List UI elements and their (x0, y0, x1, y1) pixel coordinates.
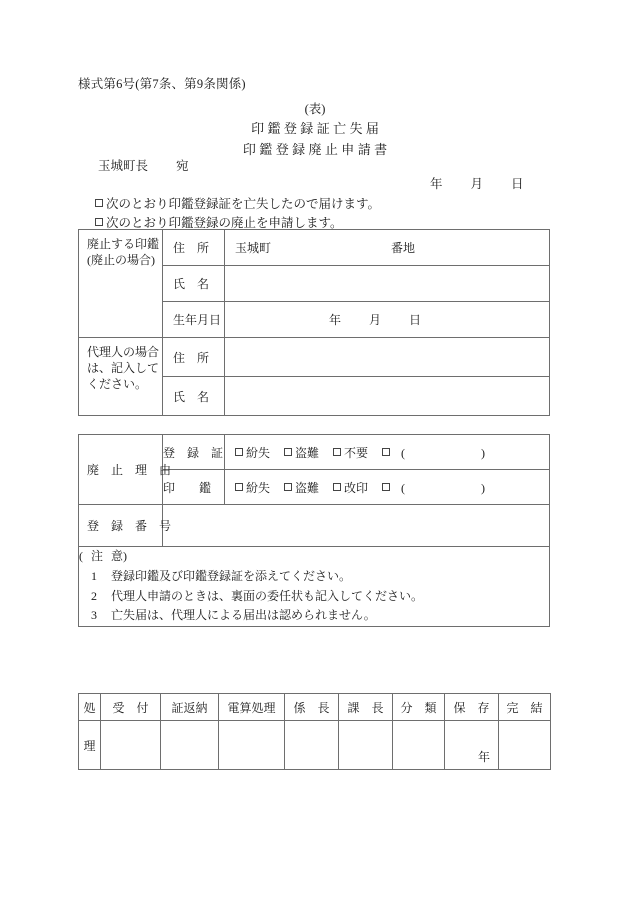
person-dob-input[interactable] (225, 302, 550, 338)
agent-name-label: 氏 名 (163, 377, 225, 416)
person-section-label (79, 230, 163, 338)
certificate-other-paren-close: ) (481, 445, 486, 460)
option-certificate-lost-label: 紛失 (246, 445, 271, 460)
note-text: 代理人申請のときは、裏面の委任状も記入してください。 (111, 588, 424, 603)
option-seal-lost-label: 紛失 (246, 480, 271, 495)
note-number: 2 (91, 588, 97, 603)
column-header-completion: 完 結 (499, 694, 551, 721)
reason-seal-label: 印 鑑 (163, 470, 225, 505)
column-header-reception: 受 付 (101, 694, 161, 721)
option-certificate-unneeded-label: 不要 (344, 445, 369, 460)
table-row (79, 547, 550, 627)
person-dob-month-label: 月 (369, 313, 382, 327)
option-seal-stolen[interactable] (284, 479, 319, 496)
option-seal-other[interactable] (382, 481, 393, 496)
person-address-label: 住 所 (163, 230, 225, 266)
submission-date-line (430, 174, 524, 192)
side-marker: (表) (304, 102, 326, 116)
cell-reception[interactable] (101, 721, 161, 770)
option-certificate-stolen[interactable] (284, 444, 319, 461)
date-month-label: 月 (470, 177, 484, 191)
person-dob-day-label: 日 (409, 313, 422, 327)
column-header-preservation: 保 存 (445, 694, 499, 721)
cell-classification[interactable] (393, 721, 445, 770)
checkbox-icon-certificate-unneeded[interactable] (333, 448, 341, 456)
column-header-classification: 分 類 (393, 694, 445, 721)
registration-number-input[interactable] (163, 505, 550, 547)
notes-title-suffix: 意) (111, 549, 127, 563)
option-certificate-unneeded[interactable] (333, 444, 368, 461)
person-name-input[interactable] (225, 266, 550, 302)
checkbox-icon-seal-lost[interactable] (235, 483, 243, 491)
addressee-suffix: 宛 (176, 159, 189, 173)
reason-certificate-label: 登 録 証 (163, 435, 225, 470)
table-row (79, 505, 550, 547)
cell-section-chief[interactable] (285, 721, 339, 770)
person-address-banchi-label: 番地 (391, 241, 416, 255)
note-number: 1 (91, 569, 97, 584)
date-day-label: 日 (511, 177, 524, 191)
form-title-primary: 印鑑登録証亡失届 (251, 121, 383, 136)
cell-certificate-return[interactable] (161, 721, 219, 770)
note-number: 3 (91, 608, 97, 623)
checkbox-icon-seal-stolen[interactable] (284, 483, 292, 491)
table-row (79, 435, 550, 470)
notes-title-prefix: (注 (79, 549, 111, 563)
column-header-certificate-return: 証返納 (161, 694, 219, 721)
person-dob-label: 生年月日 (163, 302, 225, 338)
checkbox-icon-loss[interactable] (95, 199, 103, 207)
seal-other-paren-open: ( (401, 480, 406, 495)
person-dob-year-label: 年 (329, 313, 342, 327)
table-row (79, 230, 550, 266)
reason-table (78, 434, 550, 627)
reason-seal-options[interactable] (225, 470, 550, 505)
person-section-label-line2: (廃止の場合) (87, 253, 155, 268)
agent-section-label-line2: は、記入して (87, 361, 160, 376)
checkbox-icon-certificate-stolen[interactable] (284, 448, 292, 456)
person-table (78, 229, 550, 416)
agent-address-input[interactable] (225, 338, 550, 377)
declaration-loss[interactable] (95, 194, 380, 212)
processing-label-top: 処 (79, 694, 101, 721)
notes-section (79, 547, 550, 627)
table-row (79, 721, 551, 770)
seal-other-paren-close: ) (481, 480, 486, 495)
agent-section-label-line3: ください。 (87, 377, 148, 392)
date-year-label: 年 (430, 177, 443, 191)
person-address-input[interactable] (225, 230, 550, 266)
note-item (79, 606, 549, 625)
reason-section-label: 廃 止 理 由 (79, 435, 163, 505)
note-text: 登録印鑑及び印鑑登録証を添えてください。 (111, 569, 352, 584)
person-section-label-line1: 廃止する印鑑 (87, 237, 160, 251)
declaration-abolition-text: 次のとおり印鑑登録の廃止を申請します。 (106, 216, 343, 230)
table-header-row (79, 694, 551, 721)
checkbox-icon-abolition[interactable] (95, 218, 103, 226)
addressee (98, 156, 189, 174)
agent-name-input[interactable] (225, 377, 550, 416)
agent-section-label (79, 338, 163, 416)
form-title-secondary: 印鑑登録廃止申請書 (242, 142, 391, 157)
reason-certificate-options[interactable] (225, 435, 550, 470)
notes-title (79, 547, 549, 566)
option-certificate-lost[interactable] (235, 444, 270, 461)
checkbox-icon-seal-changed[interactable] (333, 483, 341, 491)
note-item (79, 587, 549, 606)
agent-section-label-line1: 代理人の場合 (87, 345, 160, 359)
declaration-loss-text: 次のとおり印鑑登録証を亡失したので届けます。 (106, 197, 381, 211)
agent-address-label: 住 所 (163, 338, 225, 377)
column-header-division-chief: 課 長 (339, 694, 393, 721)
certificate-other-paren-open: ( (401, 445, 406, 460)
option-seal-stolen-label: 盗難 (295, 480, 320, 495)
addressee-name: 玉城町長 (98, 159, 149, 173)
note-text: 亡失届は、代理人による届出は認められません。 (111, 608, 376, 623)
person-address-prefill: 玉城町 (235, 241, 272, 255)
option-seal-changed-label: 改印 (344, 480, 369, 495)
processing-table (78, 693, 551, 770)
form-code: 様式第6号(第7条、第9条関係) (78, 77, 246, 91)
option-seal-changed[interactable] (333, 479, 368, 496)
processing-label-bottom: 理 (79, 721, 101, 770)
cell-preservation[interactable]: 年 (445, 721, 499, 770)
note-item (79, 567, 549, 586)
column-header-section-chief: 係 長 (285, 694, 339, 721)
option-certificate-stolen-label: 盗難 (295, 445, 320, 460)
cell-computer-processing[interactable] (219, 721, 285, 770)
column-header-computer-processing: 電算処理 (219, 694, 285, 721)
checkbox-icon-certificate-lost[interactable] (235, 448, 243, 456)
option-certificate-other[interactable] (382, 446, 393, 461)
cell-division-chief[interactable] (339, 721, 393, 770)
option-seal-lost[interactable] (235, 479, 270, 496)
registration-number-label: 登 録 番 号 (79, 505, 163, 547)
checkbox-icon-certificate-other[interactable] (382, 448, 390, 456)
person-name-label: 氏 名 (163, 266, 225, 302)
checkbox-icon-seal-other[interactable] (382, 483, 390, 491)
cell-completion[interactable] (499, 721, 551, 770)
table-row (79, 338, 550, 377)
